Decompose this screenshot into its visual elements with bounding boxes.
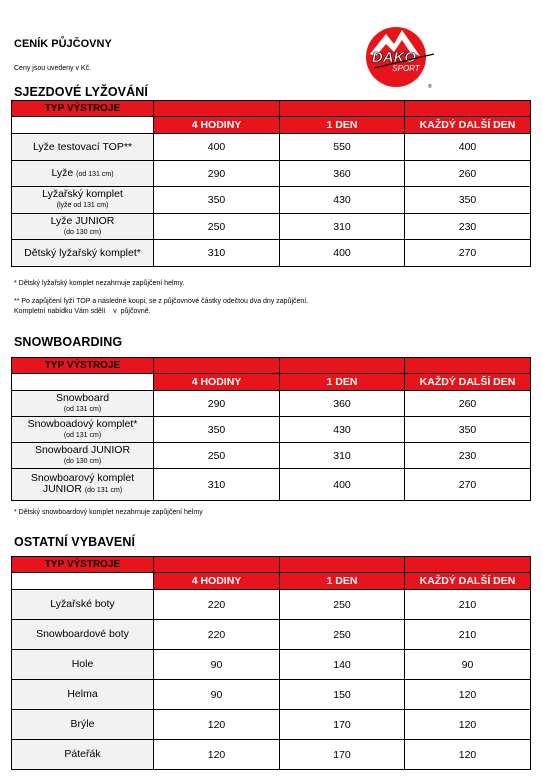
price-1d: 140 [280, 650, 405, 680]
price-1d: 250 [280, 590, 405, 620]
document-subtitle: Ceny jsou uvedeny v Kč. [14, 65, 92, 72]
item-name: Snowboardové boty [12, 620, 154, 650]
price-4h: 350 [154, 187, 280, 214]
document-title: CENÍK PŮJČOVNY [14, 38, 112, 50]
item-name: Helma [12, 680, 154, 710]
section-title-other: OSTATNÍ VYBAVENÍ [14, 535, 136, 549]
price-next-day: 230 [405, 214, 531, 240]
price-next-day: 350 [405, 417, 531, 443]
type-header: TYP VÝSTROJE [12, 358, 154, 374]
ski-price-table [11, 100, 531, 267]
table-row [12, 443, 531, 469]
item-name: Hole [12, 650, 154, 680]
col-header-next-day: KAŽDÝ DALŠÍ DEN [405, 374, 531, 391]
svg-text:SPORT: SPORT [392, 64, 420, 73]
table-row [12, 740, 531, 770]
price-next-day: 350 [405, 187, 531, 214]
item-name: Lyže testovací TOP** [12, 134, 154, 161]
item-name: Páteřák [12, 740, 154, 770]
price-1d: 430 [280, 417, 405, 443]
price-4h: 250 [154, 214, 280, 240]
price-4h: 90 [154, 650, 280, 680]
item-name: Snowboard JUNIOR (do 130 cm) [12, 443, 154, 469]
price-1d: 550 [280, 134, 405, 161]
col-header-1d: 1 DEN [280, 573, 405, 590]
price-1d: 400 [280, 469, 405, 501]
table-row [12, 620, 531, 650]
other-price-table [11, 556, 531, 770]
price-1d: 360 [280, 161, 405, 187]
table-row [12, 161, 531, 187]
price-4h: 310 [154, 240, 280, 267]
price-4h: 290 [154, 161, 280, 187]
price-4h: 310 [154, 469, 280, 501]
snowboard-price-table [11, 357, 531, 501]
table-row [12, 469, 531, 501]
svg-text:®: ® [428, 84, 432, 90]
price-4h: 120 [154, 740, 280, 770]
col-header-4h: 4 HODINY [154, 374, 280, 391]
item-name: Snowboarový komplet JUNIOR (do 131 cm) [12, 469, 154, 501]
table-row [12, 391, 531, 417]
svg-text:DAKO: DAKO [371, 49, 417, 66]
price-1d: 360 [280, 391, 405, 417]
table-row [12, 680, 531, 710]
price-1d: 170 [280, 740, 405, 770]
price-next-day: 120 [405, 710, 531, 740]
price-next-day: 210 [405, 620, 531, 650]
item-name: Brýle [12, 710, 154, 740]
col-header-4h: 4 HODINY [154, 573, 280, 590]
section-title-ski: SJEZDOVÉ LYŽOVÁNÍ [14, 85, 148, 99]
type-header: TYP VÝSTROJE [12, 557, 154, 573]
item-name: Dětský lyžařský komplet* [12, 240, 154, 267]
item-name: Lyžařské boty [12, 590, 154, 620]
item-name: Lyže JUNIOR (do 130 cm) [12, 214, 154, 240]
price-next-day: 230 [405, 443, 531, 469]
col-header-next-day: KAŽDÝ DALŠÍ DEN [405, 573, 531, 590]
price-4h: 350 [154, 417, 280, 443]
col-header-4h: 4 HODINY [154, 117, 280, 134]
table-row [12, 417, 531, 443]
item-name: Lyže (od 131 cm) [12, 161, 154, 187]
price-next-day: 270 [405, 469, 531, 501]
price-4h: 220 [154, 590, 280, 620]
price-1d: 150 [280, 680, 405, 710]
price-1d: 170 [280, 710, 405, 740]
price-4h: 290 [154, 391, 280, 417]
price-next-day: 400 [405, 134, 531, 161]
dako-sport-logo [360, 24, 440, 92]
price-1d: 310 [280, 214, 405, 240]
table-row [12, 590, 531, 620]
item-name: Snowboadový komplet* (od 131 cm) [12, 417, 154, 443]
snowboard-note: * Dětský snowboardový komplet nezahrnuje zapůjčení helmy [14, 509, 203, 516]
price-next-day: 260 [405, 391, 531, 417]
table-row [12, 710, 531, 740]
item-name: Lyžařský komplet (lyže od 131 cm) [12, 187, 154, 214]
price-1d: 400 [280, 240, 405, 267]
price-4h: 90 [154, 680, 280, 710]
ski-note-offer: Kompletní nabídku Vám sdělí v půjčovně. [14, 308, 151, 315]
price-next-day: 210 [405, 590, 531, 620]
price-next-day: 120 [405, 680, 531, 710]
col-header-next-day: KAŽDÝ DALŠÍ DEN [405, 117, 531, 134]
col-header-1d: 1 DEN [280, 374, 405, 391]
price-next-day: 90 [405, 650, 531, 680]
table-row [12, 134, 531, 161]
price-1d: 430 [280, 187, 405, 214]
price-4h: 400 [154, 134, 280, 161]
section-title-snowboard: SNOWBOARDING [14, 335, 123, 349]
type-header: TYP VÝSTROJE [12, 101, 154, 117]
item-name: Snowboard (od 131 cm) [12, 391, 154, 417]
table-row [12, 240, 531, 267]
price-4h: 220 [154, 620, 280, 650]
col-header-1d: 1 DEN [280, 117, 405, 134]
ski-note-children: * Dětský lyžařský komplet nezahrnuje zapůjčení helmy. [14, 280, 185, 287]
table-row [12, 214, 531, 240]
price-4h: 250 [154, 443, 280, 469]
price-4h: 120 [154, 710, 280, 740]
price-next-day: 270 [405, 240, 531, 267]
ski-note-top: ** Po zapůjčení lyží TOP a následné koupi, se z půjčovnové částky odečtou dva dny zapůjčení. [14, 298, 309, 305]
price-next-day: 120 [405, 740, 531, 770]
price-1d: 250 [280, 620, 405, 650]
table-row [12, 650, 531, 680]
table-row [12, 187, 531, 214]
price-1d: 310 [280, 443, 405, 469]
price-next-day: 260 [405, 161, 531, 187]
